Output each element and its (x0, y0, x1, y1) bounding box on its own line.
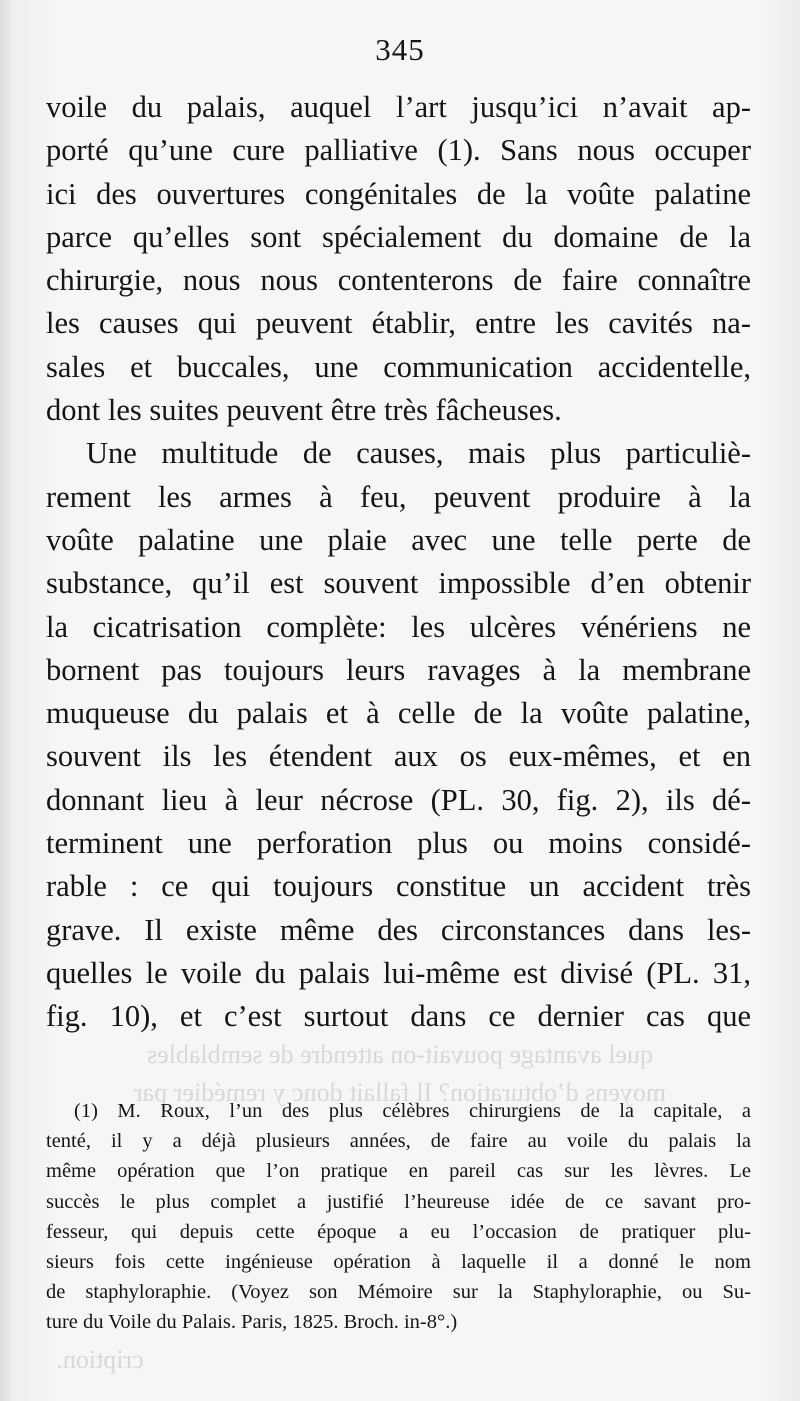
bleed-through-text: cription. (56, 1345, 144, 1374)
footnote-line: même opération que l’on pratique en pareil cas sur les lèvres. Le (46, 1160, 751, 1183)
bleed-through-text: moyens d’obturation? Il fallait donc y remédier par (133, 1078, 667, 1107)
footnote-line: succès le plus complet a justifié l’heureuse idée de ce savant pro- (46, 1190, 751, 1213)
text-line: muqueuse du palais et à celle de la voûte palatine, (46, 696, 751, 731)
text-line: bornent pas toujours leurs ravages à la membrane (46, 652, 751, 687)
text-line: voile du palais, auquel l’art jusqu’ici n’avait ap- (46, 90, 751, 124)
text-line: donnant lieu à leur nécrose (PL. 30, fig. 2), ils dé- (46, 782, 751, 817)
page-number: 345 (375, 32, 425, 67)
body-text (46, 86, 751, 1039)
text-line: la cicatrisation complète: les ulcères vénériens ne (46, 609, 751, 644)
text-line: fig. 10), et c’est surtout dans ce dernier cas que (46, 999, 751, 1034)
text-line: porté qu’une cure palliative (1). Sans nous occuper (46, 133, 751, 168)
bleed-through-text: quel avantage pouvait-on attendre de semblables (146, 1040, 654, 1069)
text-line: quelles le voile du palais lui-même est divisé (PL. 31, (46, 955, 751, 990)
text-line: chirurgie, nous nous contenterons de faire connaître (46, 263, 751, 298)
text-line: les causes qui peuvent établir, entre les cavités na- (46, 306, 751, 341)
text-line: substance, qu’il est souvent impossible d’en obtenir (46, 566, 751, 601)
text-line: sales et buccales, une communication accidentelle, (46, 349, 751, 384)
footnote-line: sieurs fois cette ingénieuse opération à laquelle il a donné le nom (46, 1251, 751, 1274)
text-line: grave. Il existe même des circonstances dans les- (46, 912, 751, 947)
footnote-line: fesseur, qui depuis cette époque a eu l’occasion de pratiquer plu- (46, 1220, 751, 1243)
text-line: parce qu’elles sont spécialement du domaine de la (46, 219, 751, 254)
text-line: souvent ils les étendent aux os eux-mêmes, et en (46, 739, 751, 774)
footnote-line: de staphyloraphie. (Voyez son Mémoire sur la Staphyloraphie, ou Su- (46, 1281, 751, 1304)
footnote-line: (1) M. Roux, l’un des plus célèbres chirurgiens de la capitale, a (74, 1100, 751, 1122)
text-line: rement les armes à feu, peuvent produire à la (46, 479, 751, 514)
text-line: rable : ce qui toujours constitue un accident très (46, 869, 751, 904)
text-line: voûte palatine une plaie avec une telle perte de (46, 522, 751, 557)
footnote (46, 1096, 751, 1338)
text-line: ici des ouvertures congénitales de la voûte palatine (46, 176, 751, 211)
text-line: terminent une perforation plus ou moins considé- (46, 826, 751, 861)
footnote-line: tenté, il y a déjà plusieurs années, de faire au voile du palais la (46, 1130, 751, 1153)
footnote-line: ture du Voile du Palais. Paris, 1825. Broch. in-8°.) (46, 1311, 458, 1334)
text-line: dont les suites peuvent être très fâcheuses. (46, 393, 562, 428)
text-line: Une multitude de causes, mais plus particuliè- (86, 436, 751, 471)
